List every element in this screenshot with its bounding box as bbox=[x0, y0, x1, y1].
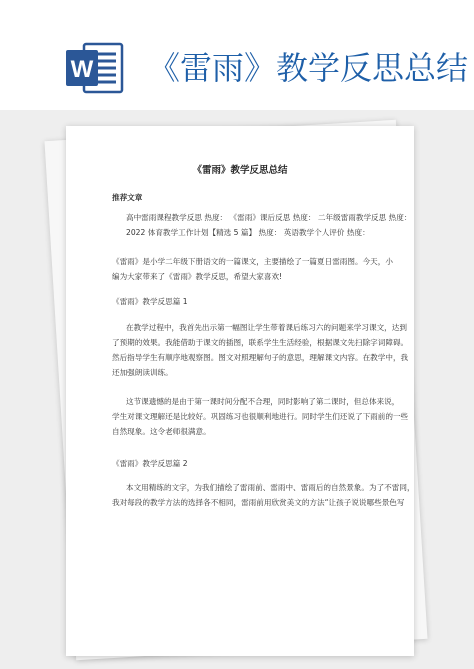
word-icon bbox=[66, 40, 124, 96]
recommend-list bbox=[126, 210, 412, 240]
recommend-line[interactable]: 2022 体育教学工作计划【精选 5 篇】 热度： 英语教学个人评价 热度： bbox=[126, 228, 370, 237]
paragraph-line: 《雷雨》是小学二年级下册语文的一篇课文，主要描绘了一篇夏日雷雨图。今天，小 bbox=[112, 257, 393, 266]
section-heading-2: 《雷雨》教学反思篇 2 bbox=[112, 459, 188, 468]
recommend-heading: 推荐文章 bbox=[112, 193, 143, 202]
paragraph-line: 还加强朗读训练。 bbox=[112, 368, 173, 377]
paragraph-line: 学生对课文理解还是比较好。巩固练习也很顺利地进行。同时学生们还说了下雨前的一些 bbox=[112, 412, 409, 421]
paragraph-line: 然后指导学生有顺序地观察图。图文对照理解句子的意思，理解课文内容。在教学中，我 bbox=[112, 353, 409, 362]
intro-paragraph bbox=[112, 254, 393, 284]
paragraph-line: 了预期的效果。我能借助于课文的插图，联系学生生活经验，根据课文先扫除字词障碍。 bbox=[112, 338, 409, 347]
section1-paragraph-2 bbox=[112, 394, 409, 439]
section2-paragraph-1 bbox=[112, 480, 415, 510]
paragraph-line: 我对每段的教学方法的选择各不相同，雷雨前用欣赏美文的方法“让孩子说说哪些景色写 bbox=[112, 498, 405, 507]
section1-paragraph-1 bbox=[112, 320, 409, 380]
document-title: 《雷雨》教学反思总结 bbox=[192, 165, 288, 176]
paragraph-line: 这节课遗憾的是由于第一课时间分配不合理，同时影响了第二课时，但总体来说， bbox=[126, 397, 400, 406]
document-page bbox=[66, 126, 414, 656]
header-banner bbox=[0, 0, 474, 110]
paragraph-line: 本文用精练的文字，为我们描绘了雷雨前、雷雨中、雷雨后的自然景象。为了不雷同， bbox=[126, 483, 415, 492]
svg-text:W: W bbox=[70, 56, 94, 83]
page-title: 《雷雨》教学反思总结 bbox=[148, 49, 469, 87]
paragraph-line: 编为大家带来了《雷雨》教学反思，希望大家喜欢! bbox=[112, 272, 283, 281]
paragraph-line: 在教学过程中，我首先出示第一幅图让学生带着课后练习六的问题来学习课文，达到 bbox=[126, 323, 407, 332]
section-heading-1: 《雷雨》教学反思篇 1 bbox=[112, 297, 188, 306]
paragraph-line: 自然现象。这令老师很满意。 bbox=[112, 427, 211, 436]
recommend-line[interactable]: 高中雷雨课程教学反思 热度： 《雷雨》课后反思 热度： 二年级雷雨教学反思 热度： bbox=[126, 213, 412, 222]
